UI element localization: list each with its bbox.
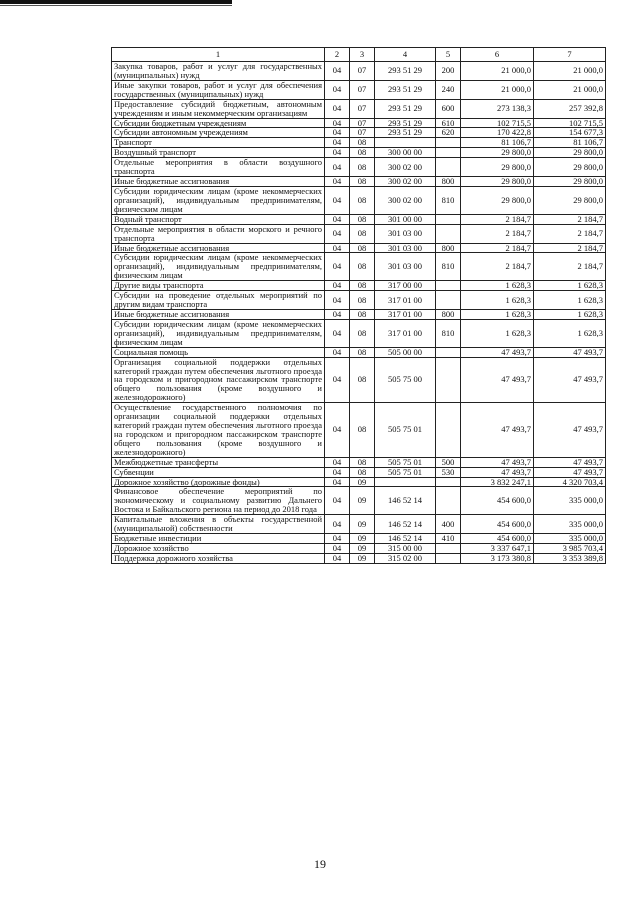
row-section: 04 (325, 224, 350, 243)
table-row (112, 291, 606, 310)
row-expense-type: 610 (436, 118, 461, 128)
row-target-article: 505 75 00 (375, 357, 436, 403)
row-section: 04 (325, 128, 350, 138)
row-subsection: 08 (350, 457, 375, 467)
row-amount-1: 47 493,7 (461, 457, 534, 467)
row-subsection: 09 (350, 544, 375, 554)
row-amount-2: 1 628,3 (534, 319, 606, 347)
row-name: Иные бюджетные ассигнования (112, 243, 325, 253)
row-section: 04 (325, 99, 350, 118)
row-expense-type: 530 (436, 467, 461, 477)
row-target-article: 315 02 00 (375, 553, 436, 563)
row-amount-2: 154 677,3 (534, 128, 606, 138)
table-row (112, 243, 606, 253)
row-name: Другие виды транспорта (112, 281, 325, 291)
row-subsection: 08 (350, 357, 375, 403)
row-subsection: 08 (350, 467, 375, 477)
row-subsection: 08 (350, 347, 375, 357)
col-header-2: 2 (325, 48, 350, 62)
row-target-article: 146 52 14 (375, 487, 436, 515)
row-expense-type (436, 347, 461, 357)
row-target-article: 315 00 00 (375, 544, 436, 554)
row-name: Иные закупки товаров, работ и услуг для обеспечения государственных (муниципальных) нужд (112, 80, 325, 99)
row-amount-1: 29 800,0 (461, 158, 534, 177)
row-target-article: 317 01 00 (375, 291, 436, 310)
col-header-7: 7 (534, 48, 606, 62)
row-name: Отдельные мероприятия в области морского и речного транспорта (112, 224, 325, 243)
row-amount-1: 2 184,7 (461, 224, 534, 243)
row-subsection: 08 (350, 214, 375, 224)
row-expense-type: 600 (436, 99, 461, 118)
row-amount-1: 1 628,3 (461, 319, 534, 347)
header-row (112, 48, 606, 62)
table-row (112, 534, 606, 544)
table-row (112, 544, 606, 554)
row-name: Закупка товаров, работ и услуг для государственных (муниципальных) нужд (112, 62, 325, 81)
page-number: 19 (314, 857, 326, 871)
row-amount-1: 170 422,8 (461, 128, 534, 138)
row-subsection: 09 (350, 515, 375, 534)
row-amount-1: 29 800,0 (461, 186, 534, 214)
row-name: Водный транспорт (112, 214, 325, 224)
row-name: Бюджетные инвестиции (112, 534, 325, 544)
row-amount-2: 21 000,0 (534, 62, 606, 81)
row-subsection: 08 (350, 309, 375, 319)
row-amount-2: 29 800,0 (534, 158, 606, 177)
table-row (112, 224, 606, 243)
row-expense-type (436, 477, 461, 487)
row-name: Организация социальной поддержки отдельных категорий граждан путем обеспечения льготного проезда на городском и пригородном пассажирском транспорте общего пользования (кроме воздушного и железнодорожного) (112, 357, 325, 403)
table-row (112, 158, 606, 177)
row-target-article: 300 02 00 (375, 177, 436, 187)
row-expense-type (436, 544, 461, 554)
row-section: 04 (325, 553, 350, 563)
row-target-article: 505 75 01 (375, 467, 436, 477)
row-subsection: 08 (350, 177, 375, 187)
row-target-article: 317 01 00 (375, 309, 436, 319)
row-amount-1: 47 493,7 (461, 403, 534, 458)
row-target-article: 293 51 29 (375, 118, 436, 128)
row-amount-1: 1 628,3 (461, 281, 534, 291)
row-amount-2: 257 392,8 (534, 99, 606, 118)
row-subsection: 09 (350, 477, 375, 487)
row-section: 04 (325, 319, 350, 347)
row-subsection: 08 (350, 158, 375, 177)
row-amount-2: 81 106,7 (534, 138, 606, 148)
row-amount-1: 2 184,7 (461, 253, 534, 281)
row-target-article: 301 00 00 (375, 214, 436, 224)
row-amount-2: 3 353 389,8 (534, 553, 606, 563)
row-amount-2: 47 493,7 (534, 347, 606, 357)
row-name: Субвенции (112, 467, 325, 477)
row-expense-type (436, 148, 461, 158)
row-amount-1: 454 600,0 (461, 534, 534, 544)
row-name: Поддержка дорожного хозяйства (112, 553, 325, 563)
table-row (112, 62, 606, 81)
row-target-article: 146 52 14 (375, 534, 436, 544)
col-header-6: 6 (461, 48, 534, 62)
row-subsection: 08 (350, 186, 375, 214)
table-row (112, 138, 606, 148)
row-name: Субсидии автономным учреждениям (112, 128, 325, 138)
row-section: 04 (325, 138, 350, 148)
col-header-1: 1 (112, 48, 325, 62)
row-amount-1: 47 493,7 (461, 347, 534, 357)
row-name: Субсидии юридическим лицам (кроме некоммерческих организаций), индивидуальным предпринимателям, физическим лицам (112, 253, 325, 281)
row-amount-2: 4 320 703,4 (534, 477, 606, 487)
row-section: 04 (325, 544, 350, 554)
row-amount-2: 335 000,0 (534, 534, 606, 544)
row-expense-type: 240 (436, 80, 461, 99)
col-header-3: 3 (350, 48, 375, 62)
row-subsection: 07 (350, 62, 375, 81)
row-name: Финансовое обеспечение мероприятий по экономическому и социальному развитию Дальнего Востока и Байкальского региона на период до 2018 года (112, 487, 325, 515)
table-row (112, 80, 606, 99)
table-row (112, 553, 606, 563)
table-row (112, 186, 606, 214)
row-expense-type (436, 158, 461, 177)
row-target-article (375, 477, 436, 487)
row-section: 04 (325, 347, 350, 357)
row-section: 04 (325, 534, 350, 544)
row-section: 04 (325, 118, 350, 128)
row-section: 04 (325, 243, 350, 253)
row-subsection: 08 (350, 319, 375, 347)
row-expense-type: 810 (436, 319, 461, 347)
row-amount-1: 47 493,7 (461, 467, 534, 477)
row-target-article: 301 03 00 (375, 243, 436, 253)
row-name: Транспорт (112, 138, 325, 148)
row-amount-2: 29 800,0 (534, 186, 606, 214)
row-amount-1: 1 628,3 (461, 309, 534, 319)
table-row (112, 357, 606, 403)
row-expense-type (436, 281, 461, 291)
row-expense-type: 200 (436, 62, 461, 81)
row-section: 04 (325, 80, 350, 99)
row-section: 04 (325, 177, 350, 187)
row-amount-2: 2 184,7 (534, 214, 606, 224)
row-name: Социальная помощь (112, 347, 325, 357)
row-name: Субсидии юридическим лицам (кроме некоммерческих организаций), индивидуальным предпринимателям, физическим лицам (112, 319, 325, 347)
row-amount-2: 1 628,3 (534, 291, 606, 310)
row-subsection: 09 (350, 534, 375, 544)
row-amount-1: 454 600,0 (461, 515, 534, 534)
row-amount-1: 102 715,5 (461, 118, 534, 128)
row-expense-type: 810 (436, 253, 461, 281)
row-amount-2: 29 800,0 (534, 148, 606, 158)
row-expense-type (436, 403, 461, 458)
col-header-4: 4 (375, 48, 436, 62)
table-row (112, 477, 606, 487)
table-row (112, 467, 606, 477)
row-expense-type (436, 553, 461, 563)
row-expense-type: 800 (436, 243, 461, 253)
row-amount-2: 335 000,0 (534, 487, 606, 515)
row-section: 04 (325, 457, 350, 467)
row-target-article: 301 03 00 (375, 224, 436, 243)
row-amount-1: 21 000,0 (461, 62, 534, 81)
row-name: Иные бюджетные ассигнования (112, 177, 325, 187)
row-amount-1: 29 800,0 (461, 148, 534, 158)
row-amount-2: 21 000,0 (534, 80, 606, 99)
row-amount-2: 2 184,7 (534, 243, 606, 253)
row-target-article: 505 00 00 (375, 347, 436, 357)
table-row (112, 118, 606, 128)
table-row (112, 253, 606, 281)
row-target-article: 293 51 29 (375, 99, 436, 118)
row-amount-2: 1 628,3 (534, 281, 606, 291)
top-rule-thin (0, 5, 232, 6)
row-amount-1: 47 493,7 (461, 357, 534, 403)
row-section: 04 (325, 281, 350, 291)
row-target-article: 317 01 00 (375, 319, 436, 347)
row-amount-2: 3 985 703,4 (534, 544, 606, 554)
row-section: 04 (325, 467, 350, 477)
row-expense-type (436, 224, 461, 243)
row-amount-1: 2 184,7 (461, 243, 534, 253)
row-section: 04 (325, 357, 350, 403)
row-section: 04 (325, 309, 350, 319)
row-subsection: 07 (350, 128, 375, 138)
row-expense-type: 620 (436, 128, 461, 138)
row-section: 04 (325, 214, 350, 224)
table-row (112, 99, 606, 118)
row-name: Иные бюджетные ассигнования (112, 309, 325, 319)
row-name: Осуществление государственного полномочия по организации социальной поддержки отдельных категорий граждан путем обеспечения льготного проезда на городском и пригородном пассажирском транспорте общего пользования (кроме воздушного и железнодорожного) (112, 403, 325, 458)
row-amount-1: 454 600,0 (461, 487, 534, 515)
table-row (112, 403, 606, 458)
row-name: Предоставление субсидий бюджетным, автономным учреждениям и иным некоммерческим организациям (112, 99, 325, 118)
row-expense-type: 800 (436, 309, 461, 319)
row-target-article: 317 00 00 (375, 281, 436, 291)
row-amount-1: 3 337 647,1 (461, 544, 534, 554)
row-expense-type: 500 (436, 457, 461, 467)
row-expense-type: 400 (436, 515, 461, 534)
row-subsection: 07 (350, 99, 375, 118)
row-amount-2: 47 493,7 (534, 357, 606, 403)
row-amount-1: 3 832 247,1 (461, 477, 534, 487)
row-target-article: 293 51 29 (375, 80, 436, 99)
table-row (112, 319, 606, 347)
row-target-article: 300 02 00 (375, 186, 436, 214)
row-amount-1: 1 628,3 (461, 291, 534, 310)
row-amount-2: 2 184,7 (534, 253, 606, 281)
row-section: 04 (325, 403, 350, 458)
row-name: Субсидии на проведение отдельных мероприятий по другим видам транспорта (112, 291, 325, 310)
row-subsection: 09 (350, 487, 375, 515)
row-target-article: 301 03 00 (375, 253, 436, 281)
row-section: 04 (325, 62, 350, 81)
row-expense-type (436, 291, 461, 310)
row-subsection: 07 (350, 118, 375, 128)
row-amount-2: 47 493,7 (534, 457, 606, 467)
row-subsection: 09 (350, 553, 375, 563)
row-section: 04 (325, 186, 350, 214)
table-row (112, 457, 606, 467)
row-section: 04 (325, 487, 350, 515)
table-row (112, 347, 606, 357)
row-expense-type (436, 138, 461, 148)
row-target-article: 505 75 01 (375, 457, 436, 467)
row-amount-1: 3 173 380,8 (461, 553, 534, 563)
table-row (112, 128, 606, 138)
row-amount-2: 102 715,5 (534, 118, 606, 128)
table-row (112, 487, 606, 515)
row-section: 04 (325, 158, 350, 177)
row-target-article: 505 75 01 (375, 403, 436, 458)
budget-table (111, 47, 606, 564)
row-subsection: 07 (350, 80, 375, 99)
row-amount-1: 2 184,7 (461, 214, 534, 224)
row-subsection: 08 (350, 253, 375, 281)
row-subsection: 08 (350, 291, 375, 310)
row-amount-1: 81 106,7 (461, 138, 534, 148)
row-amount-2: 47 493,7 (534, 467, 606, 477)
row-amount-1: 29 800,0 (461, 177, 534, 187)
row-amount-2: 29 800,0 (534, 177, 606, 187)
row-subsection: 08 (350, 243, 375, 253)
row-name: Воздушный транспорт (112, 148, 325, 158)
table-row (112, 148, 606, 158)
table-row (112, 177, 606, 187)
row-name: Дорожное хозяйство (112, 544, 325, 554)
col-header-5: 5 (436, 48, 461, 62)
row-subsection: 08 (350, 148, 375, 158)
row-target-article: 293 51 29 (375, 62, 436, 81)
row-target-article (375, 138, 436, 148)
row-name: Субсидии бюджетным учреждениям (112, 118, 325, 128)
row-subsection: 08 (350, 224, 375, 243)
row-name: Межбюджетные трансферты (112, 457, 325, 467)
row-section: 04 (325, 291, 350, 310)
row-target-article: 300 02 00 (375, 158, 436, 177)
row-target-article: 293 51 29 (375, 128, 436, 138)
row-expense-type: 810 (436, 186, 461, 214)
row-expense-type (436, 487, 461, 515)
row-name: Капитальные вложения в объекты государственной (муниципальной) собственности (112, 515, 325, 534)
row-name: Дорожное хозяйство (дорожные фонды) (112, 477, 325, 487)
row-name: Субсидии юридическим лицам (кроме некоммерческих организаций), индивидуальным предпринимателям, физическим лицам (112, 186, 325, 214)
row-section: 04 (325, 148, 350, 158)
row-section: 04 (325, 515, 350, 534)
row-amount-2: 2 184,7 (534, 224, 606, 243)
row-target-article: 146 52 14 (375, 515, 436, 534)
row-target-article: 300 00 00 (375, 148, 436, 158)
row-amount-1: 273 138,3 (461, 99, 534, 118)
row-amount-2: 1 628,3 (534, 309, 606, 319)
row-expense-type: 410 (436, 534, 461, 544)
row-section: 04 (325, 253, 350, 281)
row-section: 04 (325, 477, 350, 487)
row-subsection: 08 (350, 281, 375, 291)
row-amount-2: 47 493,7 (534, 403, 606, 458)
row-subsection: 08 (350, 138, 375, 148)
row-amount-2: 335 000,0 (534, 515, 606, 534)
top-rule (0, 0, 232, 4)
row-expense-type (436, 214, 461, 224)
row-expense-type: 800 (436, 177, 461, 187)
row-expense-type (436, 357, 461, 403)
table-row (112, 515, 606, 534)
row-amount-1: 21 000,0 (461, 80, 534, 99)
table-row (112, 214, 606, 224)
table-row (112, 281, 606, 291)
table-row (112, 309, 606, 319)
row-name: Отдельные мероприятия в области воздушного транспорта (112, 158, 325, 177)
row-subsection: 08 (350, 403, 375, 458)
